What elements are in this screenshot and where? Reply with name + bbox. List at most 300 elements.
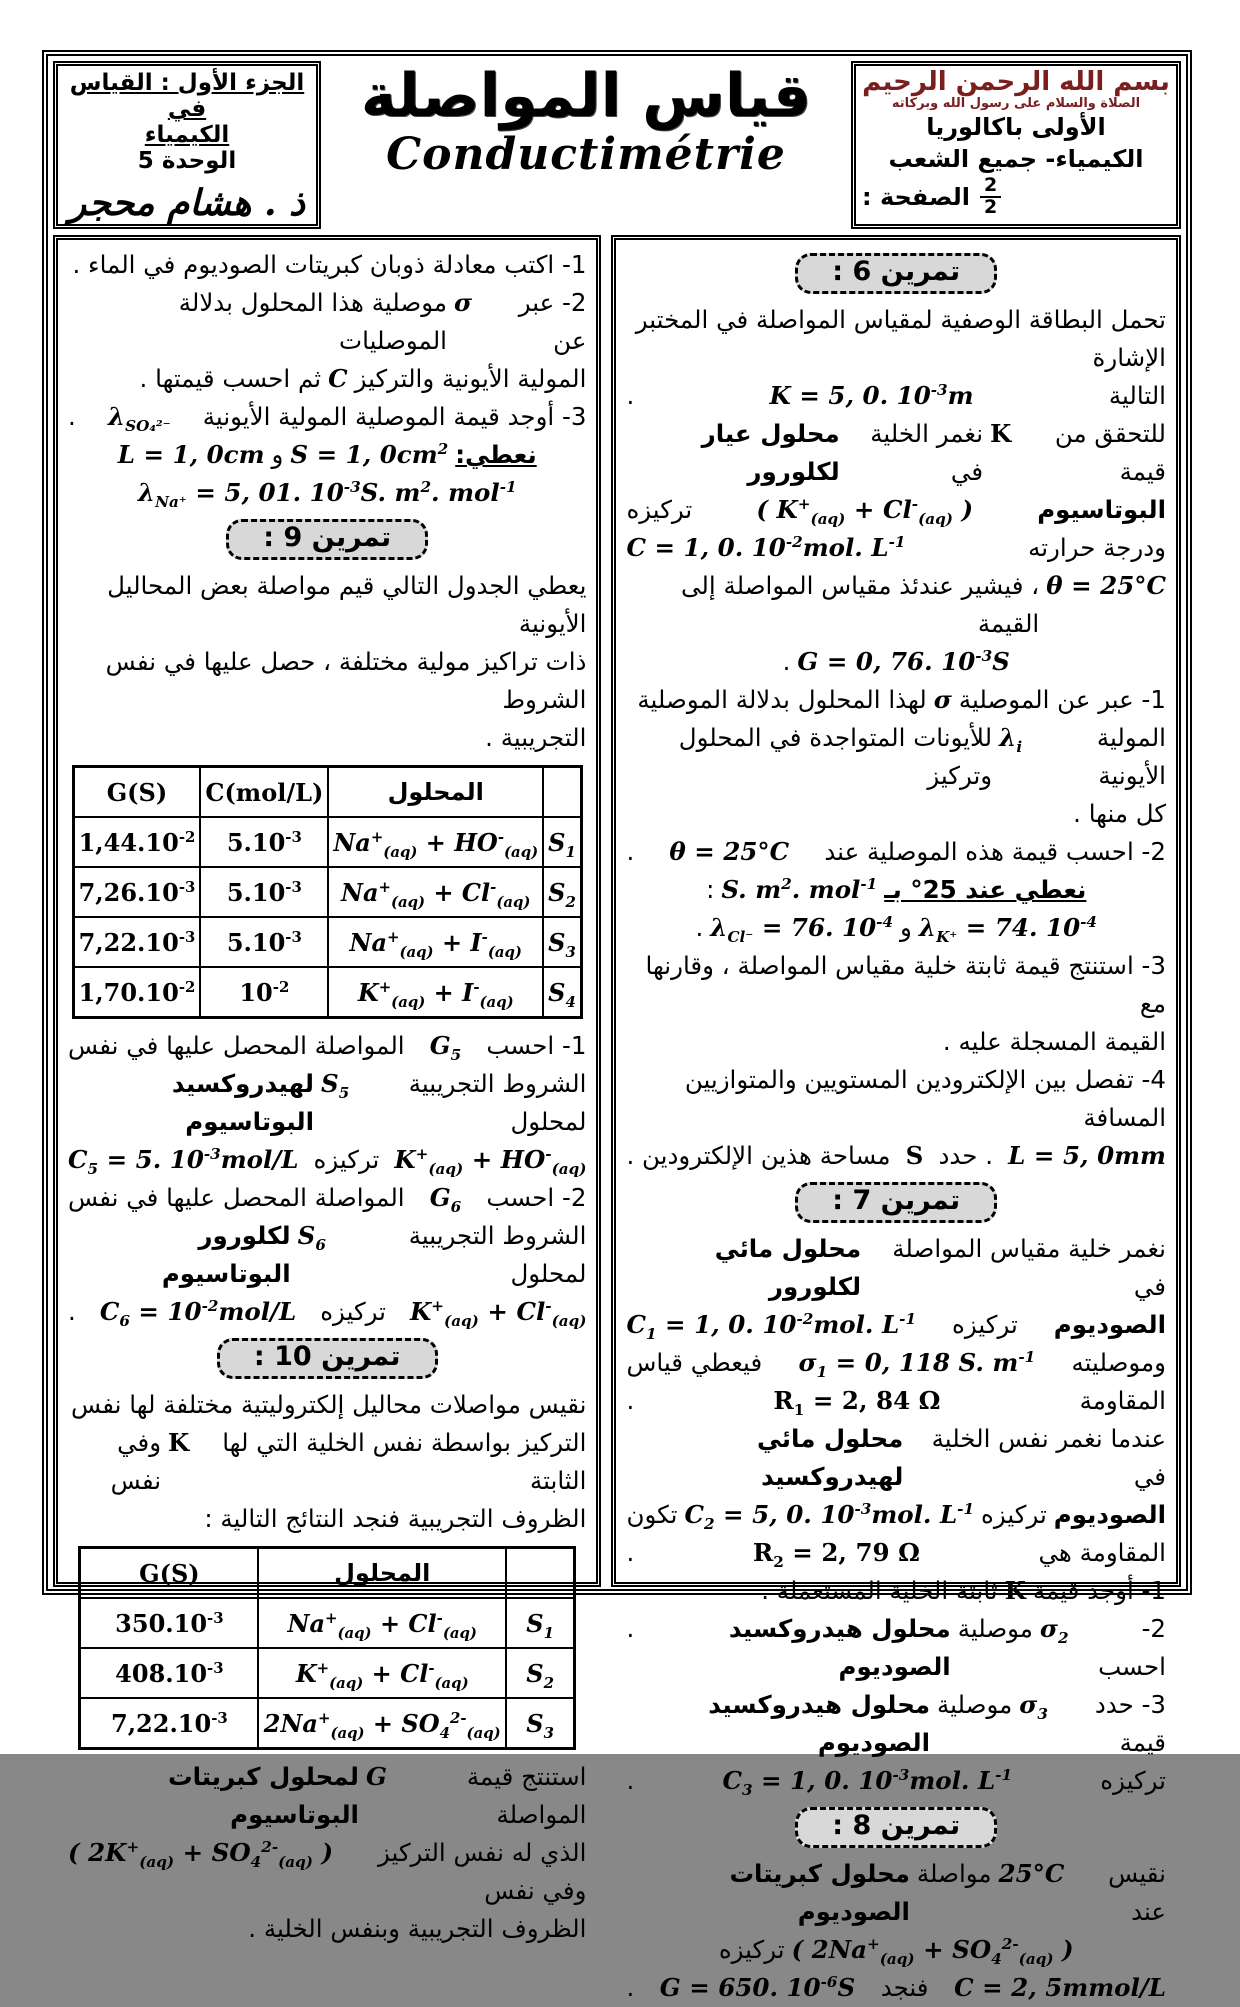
text-segment: . xyxy=(782,647,791,676)
bismillah-calligraphy: بسم الله الرحمن الرحيم xyxy=(862,67,1170,97)
text-segment: لهذا المحلول بدلالة الموصلية xyxy=(637,685,927,714)
table-cell xyxy=(328,967,543,1018)
text-line xyxy=(68,436,586,474)
branch-line: الكيمياء- جميع الشعب xyxy=(888,145,1144,174)
formula: C = 2, 5mmol/L xyxy=(954,1973,1166,2002)
text-segment: المولية الأيونية والتركيز xyxy=(354,364,587,393)
table-cell xyxy=(258,1698,506,1749)
exercise10-title: تمرين 10 : xyxy=(217,1338,438,1379)
text-segment: المقاومة xyxy=(1079,1386,1166,1415)
exercise8-title: تمرين 8 : xyxy=(795,1807,997,1848)
text-line xyxy=(626,1686,1166,1762)
text-segment: المحلول xyxy=(334,1559,431,1587)
formula: $R_2 = 2$, 79 Ω xyxy=(752,1538,920,1571)
formula: $K^+_{(aq)} + Cl^-_{(aq)}$ xyxy=(409,1296,587,1330)
text-segment: 1- أوجد قيمة xyxy=(1032,1576,1166,1605)
text-line xyxy=(68,474,586,512)
text-segment: التجريبية . xyxy=(485,723,587,752)
text-segment: موصلية xyxy=(937,1690,1013,1719)
text-line xyxy=(626,1023,1166,1061)
formula: $C_1 = 1$, 0. $10^{-2}mol$. $L^{-1}$ xyxy=(626,1309,917,1343)
formula: K xyxy=(1004,1576,1026,1605)
text-line xyxy=(626,681,1166,719)
formula: G = 650. $10^{-6}S$ xyxy=(659,1972,856,2002)
text-line xyxy=(626,947,1166,1023)
formula: $7,26.10^{-3}$ xyxy=(78,877,196,907)
formula: C(mol/L) xyxy=(205,777,324,807)
text-segment: . xyxy=(626,1538,635,1567)
text-line xyxy=(626,1534,1166,1572)
table-row xyxy=(73,867,581,917)
formula: $7,22.10^{-3}$ xyxy=(78,927,196,957)
formula: $S_2$ xyxy=(526,1658,554,1692)
table-cell xyxy=(543,867,581,917)
text-segment: 3- استنتج قيمة ثابتة خلية مقياس المواصلة ، وقارنها مع xyxy=(645,951,1166,1018)
formula: 25°C xyxy=(998,1859,1065,1888)
exercise6-title-chip xyxy=(626,253,1166,294)
text-segment: تركيزه xyxy=(626,495,693,524)
text-line xyxy=(68,567,586,643)
formula: $2Na^+_{(aq)} + SO_4^{2-}_{(aq)}$ xyxy=(263,1708,501,1742)
table-cell xyxy=(328,867,543,917)
formula: σ xyxy=(933,685,952,714)
table-cell xyxy=(73,917,200,967)
page-label: الصفحة : xyxy=(862,182,970,211)
right-column xyxy=(611,235,1181,2002)
text-line xyxy=(626,1610,1166,1686)
text-segment: المحلول xyxy=(387,778,484,806)
text-segment: نقيس مواصلات محاليل إلكتروليتية مختلفة لها نفس xyxy=(71,1390,587,1419)
text-segment: الظروف التجريبية فنجد النتائج التالية : xyxy=(204,1504,587,1533)
exercise10-title-chip xyxy=(68,1338,586,1379)
exercise9-questions xyxy=(68,1027,586,1331)
text-segment: تكون xyxy=(626,1500,678,1529)
text-segment: . xyxy=(626,837,635,866)
formula: $Na^+_{(aq)} + Cl^-_{(aq)}$ xyxy=(287,1608,477,1642)
formula: θ = 25°C xyxy=(1046,571,1166,600)
text-line xyxy=(626,795,1166,833)
table-cell xyxy=(80,1598,259,1648)
text-segment: محلول مائي لهيدروكسيد xyxy=(757,1424,904,1491)
formula: L = 1, 0cm xyxy=(117,440,265,469)
text-segment: الذي له نفس التركيز وفي نفس xyxy=(377,1838,587,1905)
exercise8-body xyxy=(626,1855,1166,2007)
exercise8-title-chip xyxy=(626,1807,1166,1848)
table-cell xyxy=(506,1598,575,1648)
text-segment: و xyxy=(900,913,912,942)
formula: G = 0, 76. $10^{-3}S$ xyxy=(797,646,1010,676)
left-column xyxy=(53,235,601,1943)
text-segment: مساحة هذين الإلكترودين . xyxy=(626,1141,891,1170)
text-segment: . xyxy=(68,402,76,431)
table-cell xyxy=(73,867,200,917)
table-row xyxy=(73,817,581,867)
table-cell xyxy=(80,1648,259,1698)
text-line xyxy=(68,1065,586,1141)
text-line xyxy=(626,1762,1166,1800)
text-segment: . xyxy=(626,381,635,410)
part-title: الجزء الأول : القياس في xyxy=(69,70,305,122)
text-line xyxy=(626,567,1166,643)
formula: $Na^+_{(aq)} + Cl^-_{(aq)}$ xyxy=(341,877,531,911)
text-segment: و xyxy=(271,440,284,469)
formula: S = 1, $0cm^2$ xyxy=(290,439,449,469)
table-row xyxy=(80,1698,575,1749)
text-segment: 2- احسب xyxy=(1098,1614,1166,1681)
text-segment: للأيونات المتواجدة في المحلول وتركيز xyxy=(678,723,993,790)
exercise7-title: تمرين 7 : xyxy=(795,1182,997,1223)
text-segment: 1- احسب xyxy=(486,1031,587,1060)
text-line xyxy=(626,491,1166,529)
text-segment: المولية الأيونية xyxy=(1096,723,1166,790)
exercise6-title: تمرين 6 : xyxy=(795,253,997,294)
exercise9-intro xyxy=(68,567,586,757)
text-line xyxy=(626,1230,1166,1306)
text-segment: محلول مائي لكلورور xyxy=(714,1234,862,1301)
text-segment: ثابتة الخلية المستعملة . xyxy=(761,1576,998,1605)
formula: $S_4$ xyxy=(548,977,576,1011)
text-segment: محلول هيدروكسيد الصوديوم xyxy=(708,1690,931,1757)
text-segment: 3- أوجد قيمة الموصلية المولية الأيونية xyxy=(202,402,587,431)
text-segment: نغمر الخلية في xyxy=(870,419,984,486)
table-cell xyxy=(200,867,328,917)
text-segment: تركيزه xyxy=(313,1145,380,1174)
formula: σ xyxy=(453,288,473,317)
text-segment: 1- عبر عن الموصلية xyxy=(958,685,1166,714)
text-segment: ثم احسب قيمتها . xyxy=(139,364,322,393)
text-segment: عندما نغمر نفس الخلية في xyxy=(931,1424,1166,1491)
text-segment: موصلية هذا المحلول بدلالة الموصليات xyxy=(178,288,447,355)
text-segment: 2- عبر عن xyxy=(518,288,587,355)
text-segment: نغمر خلية مقياس المواصلة في xyxy=(892,1234,1166,1301)
text-segment: لمحلول كبريتات البوتاسيوم xyxy=(167,1762,359,1829)
formula: S. $m^2$. mol$^{-1}$ xyxy=(721,874,878,904)
text-line xyxy=(68,1758,586,1834)
formula: $5.10^{-3}$ xyxy=(226,927,302,957)
text-line xyxy=(626,1306,1166,1344)
formula: S xyxy=(905,1141,924,1170)
text-segment: ، فيشير عندئذ مقياس المواصلة إلى القيمة xyxy=(681,571,1040,638)
text-segment: تركيزه xyxy=(952,1310,1018,1339)
text-line xyxy=(68,1910,586,1948)
text-line xyxy=(626,301,1166,377)
text-line xyxy=(68,1179,586,1217)
formula: ( $2Na^+_{(aq)} + SO_4^{2-}_{(aq)}$ ) xyxy=(791,1934,1074,1968)
exercise10-questions xyxy=(68,1758,586,1948)
formula: $\sigma_3$ xyxy=(1019,1690,1048,1723)
formula: $S_6$ xyxy=(297,1221,326,1254)
text-line xyxy=(68,1386,586,1424)
formula: $S_3$ xyxy=(526,1708,554,1742)
table-cell xyxy=(543,817,581,867)
text-segment: تحمل البطاقة الوصفية لمقياس المواصلة في المختبر الإشارة xyxy=(635,305,1166,372)
text-segment: تركيزه xyxy=(981,1500,1047,1529)
formula: $S_1$ xyxy=(548,827,576,861)
text-segment: تركيزه xyxy=(320,1297,386,1326)
table-cell xyxy=(543,917,581,967)
lesson-title-french: Conductimétrie xyxy=(386,129,786,180)
table-cell xyxy=(80,1698,259,1749)
formula: K xyxy=(168,1428,190,1457)
formula: $G_5$ xyxy=(429,1031,462,1064)
page-fraction-bottom: 2 xyxy=(983,195,998,218)
formula: G xyxy=(365,1762,387,1791)
text-segment: ذات تراكيز مولية مختلفة ، حصل عليها في نفس الشروط xyxy=(105,647,587,714)
formula: ( $2K^+_{(aq)} + SO_4^{2-}_{(aq)}$ ) xyxy=(68,1837,334,1871)
table-header-cell xyxy=(506,1548,575,1599)
text-line xyxy=(626,909,1166,947)
text-line xyxy=(626,415,1166,491)
formula: C xyxy=(328,364,348,393)
text-line xyxy=(626,1855,1166,1931)
text-segment: ودرجة حرارته xyxy=(1028,533,1166,562)
text-segment: المواصلة المحصل عليها في نفس xyxy=(68,1031,405,1060)
text-segment: . xyxy=(68,1297,76,1326)
text-segment: كل منها . xyxy=(1073,799,1166,828)
text-segment: تركيزه xyxy=(1100,1766,1166,1795)
text-segment: 1- اكتب معادلة ذوبان كبريتات الصوديوم في الماء . xyxy=(72,250,587,279)
content-columns xyxy=(53,235,1181,2002)
table-header-row xyxy=(73,767,581,818)
text-line xyxy=(626,1061,1166,1137)
text-segment: الشروط التجريبية لمحلول xyxy=(408,1069,587,1136)
text-line xyxy=(626,377,1166,415)
text-segment: محلول عيار لكلورور xyxy=(701,419,840,486)
teacher-signature: ذ . هشام محجر xyxy=(68,182,306,224)
formula: $\lambda_{SO_4^{2-}}$ xyxy=(107,402,171,435)
text-line xyxy=(68,1027,586,1065)
formula: $\lambda_{Na^+} = 5$, 01. $10^{-3}S$. $m^2$. mol$^{-1}$ xyxy=(137,477,517,511)
text-segment: 2- احسب قيمة هذه الموصلية عند xyxy=(824,837,1166,866)
text-line xyxy=(68,1217,586,1293)
header xyxy=(53,61,1181,229)
text-segment: : xyxy=(706,875,715,904)
formula: $408.10^{-3}$ xyxy=(115,1658,224,1688)
formula: K xyxy=(990,419,1012,448)
text-segment: . xyxy=(626,1973,635,2002)
exercise9-title-chip xyxy=(68,519,586,560)
text-segment: موصلية xyxy=(957,1614,1033,1643)
formula: $C_6 = 10^{-2}mol/L$ xyxy=(99,1296,297,1330)
text-segment: المواصلة المحصل عليها في نفس xyxy=(68,1183,405,1212)
text-segment: القيمة المسجلة عليه . xyxy=(942,1027,1166,1056)
formula: θ = 25°C xyxy=(669,837,790,866)
formula: $C_5 = 5$. $10^{-3}mol/L$ xyxy=(68,1144,299,1178)
formula: $K^+_{(aq)} + HO^-_{(aq)}$ xyxy=(394,1144,587,1178)
worksheet-frame xyxy=(42,50,1192,2002)
text-segment: . xyxy=(626,1766,635,1795)
formula: $1,44.10^{-2}$ xyxy=(78,827,196,857)
text-line xyxy=(626,1969,1166,2007)
table-cell xyxy=(258,1598,506,1648)
formula: $C_2 = 5$, 0. $10^{-3}mol$. $L^{-1}$ xyxy=(684,1499,975,1533)
formula: $\lambda_i$ xyxy=(999,723,1023,756)
table-row xyxy=(73,967,581,1018)
formula: K = 5, 0. $10^{-3}m$ xyxy=(769,380,974,410)
text-segment: محلول كبريتات الصوديوم xyxy=(729,1859,910,1926)
text-segment: فنجد xyxy=(880,1973,929,2002)
formula: $S_5$ xyxy=(321,1069,350,1102)
level-line: الأولى باكالوريا xyxy=(926,112,1106,141)
text-segment: الصوديوم xyxy=(1053,1310,1166,1339)
table-cell xyxy=(73,967,200,1018)
text-segment: وفي نفس xyxy=(110,1428,162,1495)
formula: $350.10^{-3}$ xyxy=(115,1608,224,1638)
table-header-cell xyxy=(200,767,328,818)
text-line xyxy=(68,1834,586,1910)
formula: $\lambda_{K^+} = 74$. $10^{-4}$ xyxy=(918,912,1097,946)
text-line xyxy=(68,643,586,719)
table-cell xyxy=(506,1648,575,1698)
table-cell xyxy=(200,967,328,1018)
formula: L = 5, 0mm xyxy=(1008,1141,1166,1170)
exercise9-title: تمرين 9 : xyxy=(226,519,428,560)
text-line xyxy=(626,719,1166,795)
text-segment: التركيز بواسطة نفس الخلية التي لها الثابتة xyxy=(222,1428,587,1495)
table-header-cell xyxy=(80,1548,259,1599)
text-line xyxy=(68,246,586,284)
exercise8-questions xyxy=(68,246,586,512)
exercise6-body xyxy=(626,301,1166,1175)
unit-number: الوحدة 5 xyxy=(137,148,237,174)
text-line xyxy=(626,1496,1166,1534)
formula: $7,22.10^{-3}$ xyxy=(111,1708,228,1738)
text-segment: للتحقق من قيمة xyxy=(1054,419,1166,486)
text-segment: . xyxy=(695,913,704,942)
text-line xyxy=(626,1420,1166,1496)
formula: $\sigma_1 = 0$, 118 S. $m^{-1}$ xyxy=(798,1347,1036,1381)
exercise7-body xyxy=(626,1230,1166,1800)
formula: C = 1, 0. $10^{-2}mol$. $L^{-1}$ xyxy=(626,532,906,562)
formula: $5.10^{-3}$ xyxy=(226,827,302,857)
text-line xyxy=(626,1137,1166,1175)
text-segment: تركيزه xyxy=(718,1935,785,1964)
text-segment: . xyxy=(626,1386,635,1415)
formula: $5.10^{-3}$ xyxy=(226,877,302,907)
formula: $C_3 = 1$, 0. $10^{-3}mol$. $L^{-1}$ xyxy=(722,1765,1013,1799)
formula: $10^{-2}$ xyxy=(239,977,290,1007)
table-header-cell xyxy=(258,1548,506,1599)
table-row xyxy=(80,1648,575,1698)
formula: $S_1$ xyxy=(526,1608,554,1642)
text-line xyxy=(68,719,586,757)
text-line xyxy=(68,284,586,360)
text-segment: نعطي: xyxy=(455,440,537,469)
table-header-cell xyxy=(543,767,581,818)
exercise10-data-table xyxy=(78,1546,576,1750)
text-line xyxy=(68,1141,586,1179)
formula: G(S) xyxy=(106,777,168,807)
text-segment: نقيس عند xyxy=(1108,1859,1166,1926)
text-segment: 3- حدد قيمة xyxy=(1094,1690,1166,1757)
text-line xyxy=(626,871,1166,909)
formula: $Na^+_{(aq)} + I^-_{(aq)}$ xyxy=(349,927,522,961)
text-line xyxy=(626,643,1166,681)
table-cell xyxy=(258,1648,506,1698)
text-line xyxy=(626,1344,1166,1382)
text-segment: 4- تفصل بين الإلكترودين المستويين والمتوازيين المسافة xyxy=(684,1065,1166,1132)
formula: $G_6$ xyxy=(429,1183,462,1216)
formula: $Na^+_{(aq)} + HO^-_{(aq)}$ xyxy=(333,827,539,861)
formula: $K^+_{(aq)} + Cl^-_{(aq)}$ xyxy=(295,1658,469,1692)
text-segment: . حدد xyxy=(938,1141,993,1170)
text-line xyxy=(626,529,1166,567)
text-segment: استنتج قيمة المواصلة xyxy=(466,1762,587,1829)
table-cell xyxy=(506,1698,575,1749)
text-line xyxy=(626,1572,1166,1610)
table-row xyxy=(80,1598,575,1648)
text-segment: يعطي الجدول التالي قيم مواصلة بعض المحاليل الأيونية xyxy=(107,571,587,638)
text-line xyxy=(626,1382,1166,1420)
page-fraction-top: 2 xyxy=(980,176,1001,198)
text-segment: مواصلة xyxy=(916,1859,992,1888)
text-segment: وموصليته xyxy=(1071,1348,1166,1377)
bismillah-deco-line: الصلاة والسلام على رسول الله وبركاته xyxy=(891,95,1141,111)
text-segment: الشروط التجريبية لمحلول xyxy=(408,1221,587,1288)
text-line xyxy=(626,1931,1166,1969)
formula: $S_3$ xyxy=(548,927,576,961)
text-segment: المقاومة هي xyxy=(1038,1538,1166,1567)
formula: $S_2$ xyxy=(548,877,576,911)
formula: $\lambda_{Cl^-} = 76$. $10^{-4}$ xyxy=(710,912,894,946)
table-header-cell xyxy=(328,767,543,818)
table-header-row xyxy=(80,1548,575,1599)
school-info-box xyxy=(851,61,1181,229)
table-cell xyxy=(543,967,581,1018)
text-line xyxy=(68,1424,586,1500)
exercise7-title-chip xyxy=(626,1182,1166,1223)
lesson-title-arabic: قياس المواصلة xyxy=(360,61,812,131)
formula: G(S) xyxy=(139,1558,200,1588)
formula: $K^+_{(aq)} + I^-_{(aq)}$ xyxy=(357,977,514,1011)
text-line xyxy=(68,360,586,398)
formula: $R_1 = 2$, 84 Ω xyxy=(773,1386,941,1419)
text-segment: فيعطي قياس xyxy=(626,1348,763,1377)
page-number-line xyxy=(862,173,1170,218)
text-segment: . xyxy=(626,1614,635,1643)
subject-name: الكيمياء xyxy=(144,122,230,148)
text-segment: الظروف التجريبية وبنفس الخلية . xyxy=(248,1914,587,1943)
table-cell xyxy=(73,817,200,867)
unit-info-box xyxy=(53,61,321,229)
table-cell xyxy=(200,817,328,867)
exercise10-intro xyxy=(68,1386,586,1538)
table-cell xyxy=(328,817,543,867)
table-row xyxy=(73,917,581,967)
table-cell xyxy=(200,917,328,967)
text-segment: البوتاسيوم xyxy=(1037,495,1166,524)
text-line xyxy=(68,398,586,436)
text-segment: لكلورور البوتاسيوم xyxy=(161,1221,291,1288)
table-header-cell xyxy=(73,767,200,818)
text-segment: الصوديوم xyxy=(1053,1500,1166,1529)
text-segment: التالية xyxy=(1108,381,1166,410)
text-segment: محلول هيدروكسيد الصوديوم xyxy=(728,1614,951,1681)
lesson-title-box xyxy=(327,61,845,229)
text-line xyxy=(68,1500,586,1538)
formula: ( $K^+_{(aq)} + Cl^-_{(aq)}$ ) xyxy=(756,494,974,528)
text-segment: لهيدروكسيد البوتاسيوم xyxy=(171,1069,315,1136)
text-line xyxy=(626,833,1166,871)
page-fraction xyxy=(980,173,1001,218)
table-cell xyxy=(328,917,543,967)
formula: $1,70.10^{-2}$ xyxy=(78,977,196,1007)
exercise9-data-table xyxy=(72,765,583,1019)
text-segment: نعطي عند 25° بـ xyxy=(884,875,1087,904)
text-segment: 2- احسب xyxy=(486,1183,587,1212)
text-line xyxy=(68,1293,586,1331)
formula: $\sigma_2$ xyxy=(1039,1614,1069,1647)
